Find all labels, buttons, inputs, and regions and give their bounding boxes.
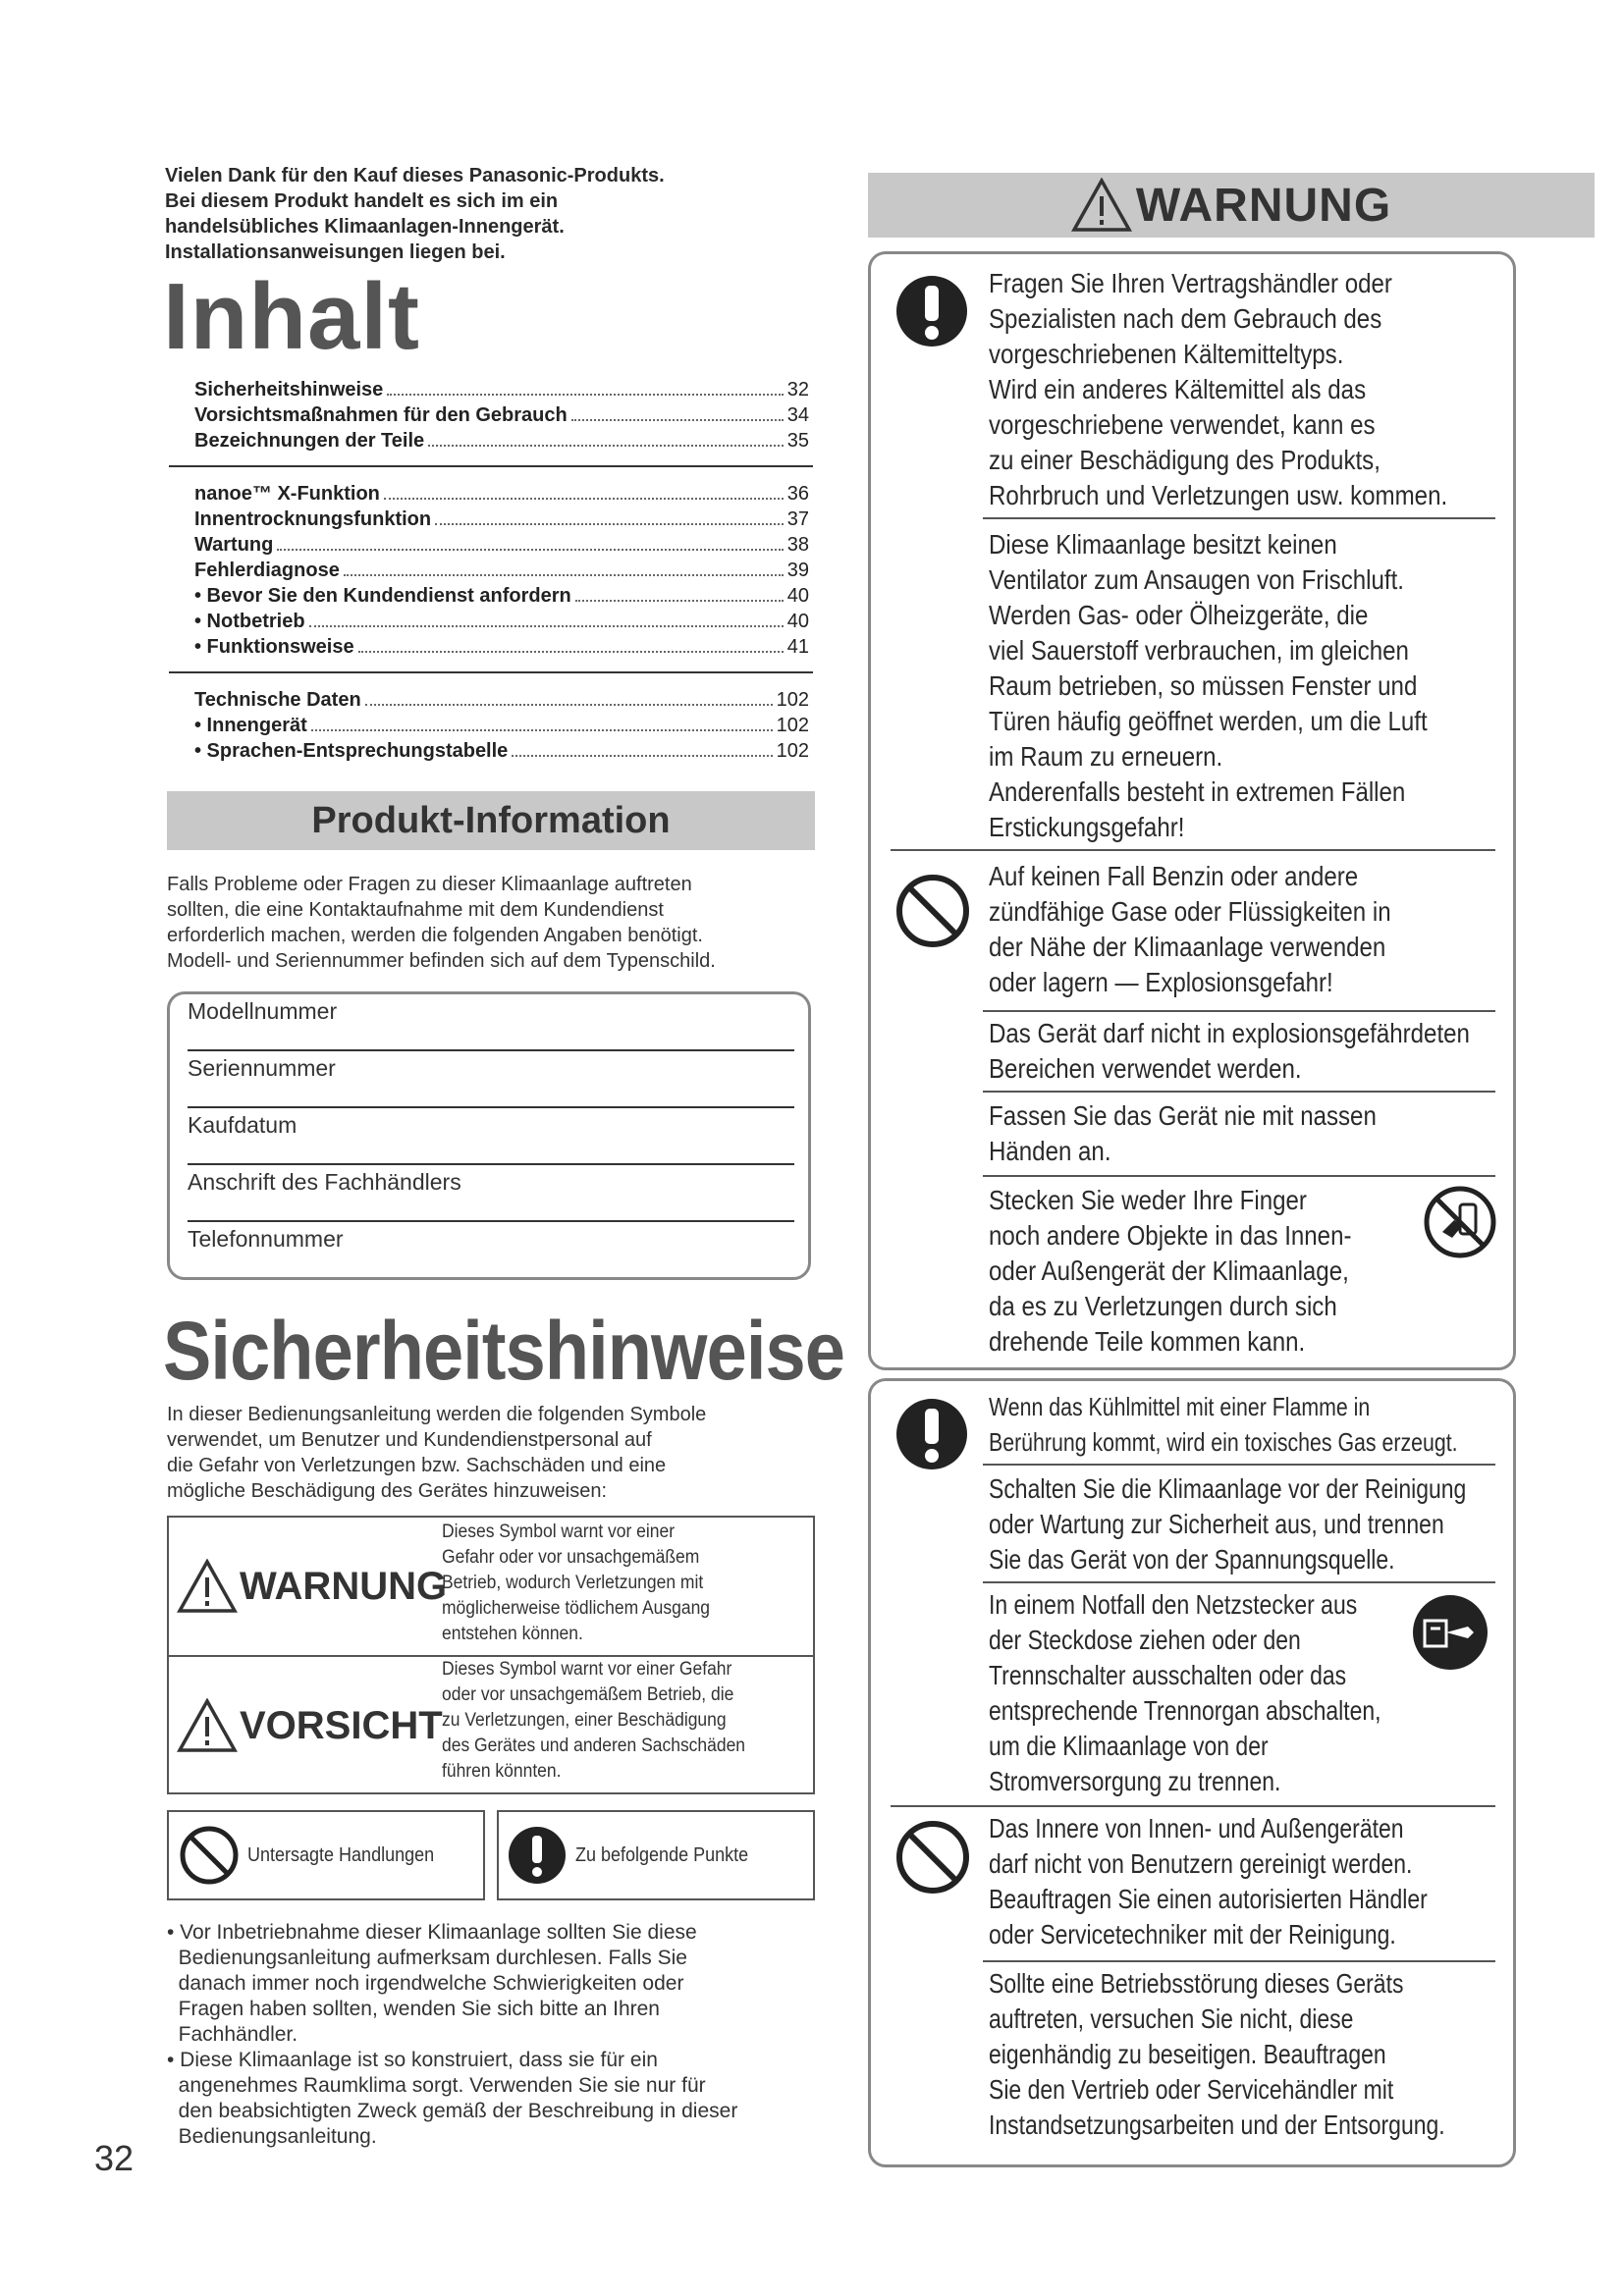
warnung-ventilation-text <box>989 527 1428 845</box>
text-line: Gefahr oder vor unsachgemäßem <box>442 1547 700 1568</box>
text-line: • Vor Inbetriebnahme dieser Klimaanlage sollten Sie diese <box>167 1921 697 1944</box>
warnung-panel-1 <box>868 251 1516 1370</box>
warnung-header: WARNUNG <box>868 173 1595 238</box>
text-line: Berührung kommt, wird ein toxisches Gas erzeugt. <box>989 1427 1458 1457</box>
text-line: noch andere Objekte in das Innen- <box>989 1220 1352 1251</box>
toc-entry-label: Sicherheitshinweise <box>194 379 384 400</box>
toc-leader-dots <box>428 445 784 447</box>
text-line: Spezialisten nach dem Gebrauch des <box>989 303 1382 334</box>
toc-leader-dots <box>435 523 784 525</box>
text-line: Erstickungsgefahr! <box>989 812 1185 842</box>
toc-group-1 <box>194 377 809 454</box>
toc-entry-page: 35 <box>786 430 809 452</box>
warnung-symbol-label: WARNUNG <box>177 1559 447 1614</box>
safety-intro-text <box>167 1402 706 1504</box>
field-phone-number[interactable]: Telefonnummer <box>188 1226 344 1252</box>
toc-leader-dots <box>384 498 784 500</box>
warnung-divider <box>983 1091 1495 1093</box>
unplug-icon <box>1411 1593 1489 1672</box>
text-line: Wenn das Kühlmittel mit einer Flamme in <box>989 1392 1371 1421</box>
text-line: des Gerätes und anderen Sachschäden <box>442 1735 746 1756</box>
toc-entry[interactable] <box>194 507 809 532</box>
text-line: Raum betrieben, so müssen Fenster und <box>989 670 1418 701</box>
text-line: den beabsichtigten Zweck gemäß der Beschreibung in dieser <box>167 2100 738 2122</box>
text-line: Das Innere von Innen- und Außengeräten <box>989 1813 1404 1843</box>
text-line: Fragen haben sollten, wenden Sie sich bitte an Ihren <box>167 1998 660 2020</box>
toc-divider <box>169 465 813 467</box>
toc-entry[interactable] <box>194 713 809 738</box>
text-line: Bereichen verwendet werden. <box>989 1053 1302 1084</box>
toc-leader-dots <box>344 574 784 576</box>
toc-entry-label: • Innengerät <box>194 715 307 736</box>
vorsicht-symbol-label: VORSICHT <box>177 1698 443 1753</box>
toc-entry-page: 102 <box>776 740 809 762</box>
field-purchase-date[interactable]: Kaufdatum <box>188 1108 794 1165</box>
toc-entry[interactable] <box>194 402 809 428</box>
text-line: möglicherweise tödlichem Ausgang <box>442 1598 711 1619</box>
toc-entry[interactable] <box>194 532 809 558</box>
toc-entry-label: Fehlerdiagnose <box>194 560 340 581</box>
mandatory-exclamation-icon <box>507 1825 568 1886</box>
warnung-no-user-cleaning-text <box>989 1811 1428 1952</box>
warning-triangle-icon <box>1071 178 1132 233</box>
text-line: Instandsetzungsarbeiten und der Entsorgung. <box>989 2109 1445 2140</box>
intro-text <box>165 163 793 265</box>
warnung-divider <box>983 1960 1495 1962</box>
field-model-number[interactable]: Modellnummer <box>188 994 794 1051</box>
toc-entry-page: 38 <box>786 534 809 556</box>
text-line: In dieser Bedienungsanleitung werden die folgenden Symbole <box>167 1404 707 1425</box>
text-line: zu einer Beschädigung des Produkts, <box>989 445 1380 475</box>
text-line: oder vor unsachgemäßem Betrieb, die <box>442 1684 734 1705</box>
text-line: Sie das Gerät von der Spannungsquelle. <box>989 1544 1395 1575</box>
mandatory-exclamation-icon <box>894 274 969 348</box>
toc-entry-page: 102 <box>776 689 809 711</box>
text-line: Bei diesem Produkt handelt es sich im ein <box>165 190 559 212</box>
field-serial-number[interactable]: Seriennummer <box>188 1051 794 1108</box>
toc-entry-page: 40 <box>786 611 809 632</box>
text-line: oder Außengerät der Klimaanlage, <box>989 1255 1349 1286</box>
text-line: im Raum zu erneuern. <box>989 741 1223 772</box>
contents-title: Inhalt <box>163 264 420 369</box>
mandatory-exclamation-icon <box>894 1397 969 1471</box>
toc-entry[interactable] <box>194 481 809 507</box>
toc-group-3 <box>194 687 809 764</box>
toc-leader-dots <box>365 704 773 706</box>
warnung-refrigerant-text <box>989 266 1448 513</box>
prohibited-legend: Untersagte Handlungen <box>167 1810 485 1900</box>
text-line: oder Wartung zur Sicherheit aus, und trennen <box>989 1509 1444 1539</box>
prohibited-icon <box>894 873 971 949</box>
symbol-legend-table <box>167 1516 815 1794</box>
text-line: Installationsanweisungen liegen bei. <box>165 241 506 263</box>
warning-triangle-icon <box>177 1559 238 1614</box>
text-line: entsprechende Trennorgan abschalten, <box>989 1695 1381 1726</box>
prohibited-icon <box>894 1819 971 1896</box>
warnung-divider <box>983 1010 1495 1012</box>
page-number: 32 <box>94 2138 135 2178</box>
text-line: angenehmes Raumklima sorgt. Verwenden Sie sie nur für <box>167 2074 706 2097</box>
text-line: Fragen Sie Ihren Vertragshändler oder <box>989 268 1392 298</box>
warnung-emergency-text <box>989 1587 1404 1799</box>
text-line: eigenhändig zu beseitigen. Beauftragen <box>989 2039 1386 2069</box>
text-line: handelsübliches Klimaanlagen-Innengerät. <box>165 216 565 238</box>
text-line: erforderlich machen, werden die folgenden Angaben benötigt. <box>167 925 703 946</box>
text-line: Bedienungsanleitung aufmerksam durchlesen. Falls Sie <box>167 1947 687 1969</box>
text-line: Ventilator zum Ansaugen von Frischluft. <box>989 564 1404 595</box>
safety-notes-list <box>167 1920 815 2150</box>
warnung-fingers-text <box>989 1183 1425 1360</box>
text-line: vorgeschriebenen Kältemitteltyps. <box>989 339 1344 369</box>
toc-entry-page: 36 <box>786 483 809 505</box>
text-line: verwendet, um Benutzer und Kundendienstpersonal auf <box>167 1429 652 1451</box>
text-line: danach immer noch irgendwelche Schwierigkeiten oder <box>167 1972 684 1995</box>
text-line: da es zu Verletzungen durch sich <box>989 1291 1337 1321</box>
warnung-toxic-gas-text <box>989 1389 1458 1460</box>
toc-entry[interactable] <box>194 583 809 609</box>
toc-entry[interactable] <box>194 687 809 713</box>
text-line: Werden Gas- oder Ölheizgeräte, die <box>989 600 1369 630</box>
toc-leader-dots <box>358 651 784 653</box>
warnung-divider <box>891 1805 1495 1807</box>
text-line: sollten, die eine Kontaktaufnahme mit dem Kundendienst <box>167 899 664 921</box>
text-line: Modell- und Seriennummer befinden sich auf dem Typenschild. <box>167 950 716 972</box>
text-line: Rohrbruch und Verletzungen usw. kommen. <box>989 480 1448 510</box>
prohibited-icon <box>179 1825 240 1886</box>
symbol-row-vorsicht <box>169 1657 813 1794</box>
text-line: Stecken Sie weder Ihre Finger <box>989 1185 1307 1215</box>
toc-leader-dots <box>512 755 772 757</box>
warnung-divider <box>983 1581 1495 1583</box>
toc-entry[interactable] <box>194 377 809 402</box>
toc-entry-label: Vorsichtsmaßnahmen für den Gebrauch <box>194 404 568 426</box>
toc-entry[interactable] <box>194 428 809 454</box>
text-line: viel Sauerstoff verbrauchen, im gleichen <box>989 635 1409 666</box>
text-line: Fachhändler. <box>167 2023 298 2046</box>
toc-entry[interactable] <box>194 558 809 583</box>
toc-entry-page: 40 <box>786 585 809 607</box>
toc-entry-label: • Notbetrieb <box>194 611 305 632</box>
text-line: auftreten, versuchen Sie nicht, diese <box>989 2003 1354 2034</box>
warnung-switch-off-text <box>989 1471 1467 1577</box>
text-line: Fassen Sie das Gerät nie mit nassen <box>989 1100 1377 1131</box>
toc-entry-label: Wartung <box>194 534 274 556</box>
text-line: Sie den Vertrieb oder Servicehändler mit <box>989 2074 1394 2105</box>
text-line: zündfähige Gase oder Flüssigkeiten in <box>989 896 1391 927</box>
no-fingers-icon <box>1421 1183 1499 1261</box>
text-line: • Diese Klimaanlage ist so konstruiert, dass sie für ein <box>167 2049 658 2071</box>
warnung-symbol-description <box>442 1520 782 1647</box>
toc-divider <box>169 671 813 673</box>
toc-entry-label: Technische Daten <box>194 689 361 711</box>
toc-entry-page: 39 <box>786 560 809 581</box>
text-line: führen könnten. <box>442 1761 562 1782</box>
text-line: der Nähe der Klimaanlage verwenden <box>989 932 1386 962</box>
text-line: Falls Probleme oder Fragen zu dieser Klimaanlage auftreten <box>167 874 692 895</box>
text-line: mögliche Beschädigung des Gerätes hinzuweisen: <box>167 1480 608 1502</box>
product-info-heading: Produkt-Information <box>167 791 815 850</box>
toc-leader-dots <box>575 600 784 602</box>
toc-leader-dots <box>311 729 773 731</box>
product-info-form <box>167 991 811 1280</box>
text-line: Wird ein anderes Kältemittel als das <box>989 374 1367 404</box>
text-line: drehende Teile kommen kann. <box>989 1326 1306 1357</box>
warnung-malfunction-text <box>989 1966 1445 2143</box>
caution-triangle-icon <box>177 1698 238 1753</box>
text-line: Anderenfalls besteht in extremen Fällen <box>989 776 1406 807</box>
text-line: der Steckdose ziehen oder den <box>989 1625 1301 1655</box>
text-line: Schalten Sie die Klimaanlage vor der Reinigung <box>989 1473 1467 1504</box>
text-line: darf nicht von Benutzern gereinigt werden. <box>989 1848 1413 1879</box>
warnung-divider <box>983 1464 1495 1466</box>
warnung-divider <box>983 517 1495 519</box>
text-line: die Gefahr von Verletzungen bzw. Sachschäden und eine <box>167 1455 667 1476</box>
toc-entry-label: • Funktionsweise <box>194 636 354 658</box>
text-line: entstehen können. <box>442 1624 583 1644</box>
toc-entry-label: nanoe™ X-Funktion <box>194 483 380 505</box>
text-line: um die Klimaanlage von der <box>989 1731 1269 1761</box>
text-line: In einem Notfall den Netzstecker aus <box>989 1589 1358 1620</box>
toc-entry-label: Bezeichnungen der Teile <box>194 430 425 452</box>
toc-leader-dots <box>309 625 784 627</box>
text-line: oder Servicetechniker mit der Reinigung. <box>989 1919 1396 1949</box>
toc-entry[interactable] <box>194 609 809 634</box>
toc-leader-dots <box>571 419 784 421</box>
warnung-panel-2 <box>868 1378 1516 2167</box>
text-line: Trennschalter ausschalten oder das <box>989 1660 1347 1690</box>
text-line: Bedienungsanleitung. <box>167 2125 377 2148</box>
text-line: Stromversorgung zu trennen. <box>989 1766 1281 1796</box>
warnung-wet-hands-text <box>989 1098 1425 1169</box>
product-info-text <box>167 872 716 974</box>
toc-entry-page: 102 <box>776 715 809 736</box>
symbol-row-warnung <box>169 1518 813 1655</box>
toc-leader-dots <box>387 394 783 396</box>
toc-entry[interactable] <box>194 738 809 764</box>
toc-entry-label: Innentrocknungsfunktion <box>194 508 432 530</box>
warnung-explosive-areas-text <box>989 1016 1470 1087</box>
follow-legend: Zu befolgende Punkte <box>497 1810 815 1900</box>
warnung-flammable-text <box>989 859 1425 1000</box>
text-line: Sollte eine Betriebsstörung dieses Geräts <box>989 1968 1404 1999</box>
field-dealer-address[interactable]: Anschrift des Fachhändlers <box>188 1165 794 1222</box>
text-line: Türen häufig geöffnet werden, um die Luft <box>989 706 1428 736</box>
text-line: Vielen Dank für den Kauf dieses Panasonic-Produkts. <box>165 165 665 187</box>
text-line: Händen an. <box>989 1136 1111 1166</box>
text-line: Auf keinen Fall Benzin oder andere <box>989 861 1359 891</box>
text-line: zu Verletzungen, einer Beschädigung <box>442 1710 727 1731</box>
text-line: Betrieb, wodurch Verletzungen mit <box>442 1573 704 1593</box>
toc-entry-page: 37 <box>786 508 809 530</box>
safety-title: Sicherheitshinweise <box>163 1305 845 1397</box>
toc-group-2 <box>194 481 809 660</box>
text-line: Dieses Symbol warnt vor einer <box>442 1522 676 1542</box>
toc-entry-page: 41 <box>786 636 809 658</box>
toc-leader-dots <box>277 549 783 551</box>
vorsicht-symbol-description <box>442 1657 782 1785</box>
toc-entry[interactable] <box>194 634 809 660</box>
text-line: oder lagern — Explosionsgefahr! <box>989 967 1333 997</box>
text-line: Beauftragen Sie einen autorisierten Händler <box>989 1884 1428 1914</box>
toc-entry-page: 34 <box>786 404 809 426</box>
text-line: Diese Klimaanlage besitzt keinen <box>989 529 1337 560</box>
text-line: vorgeschriebene verwendet, kann es <box>989 409 1376 440</box>
warnung-divider <box>983 1175 1495 1177</box>
warnung-divider <box>891 849 1495 851</box>
toc-entry-page: 32 <box>786 379 809 400</box>
text-line: Dieses Symbol warnt vor einer Gefahr <box>442 1659 732 1680</box>
toc-entry-label: • Sprachen-Entsprechungstabelle <box>194 740 509 762</box>
text-line: Das Gerät darf nicht in explosionsgefährdeten <box>989 1018 1470 1048</box>
toc-entry-label: • Bevor Sie den Kundendienst anfordern <box>194 585 571 607</box>
